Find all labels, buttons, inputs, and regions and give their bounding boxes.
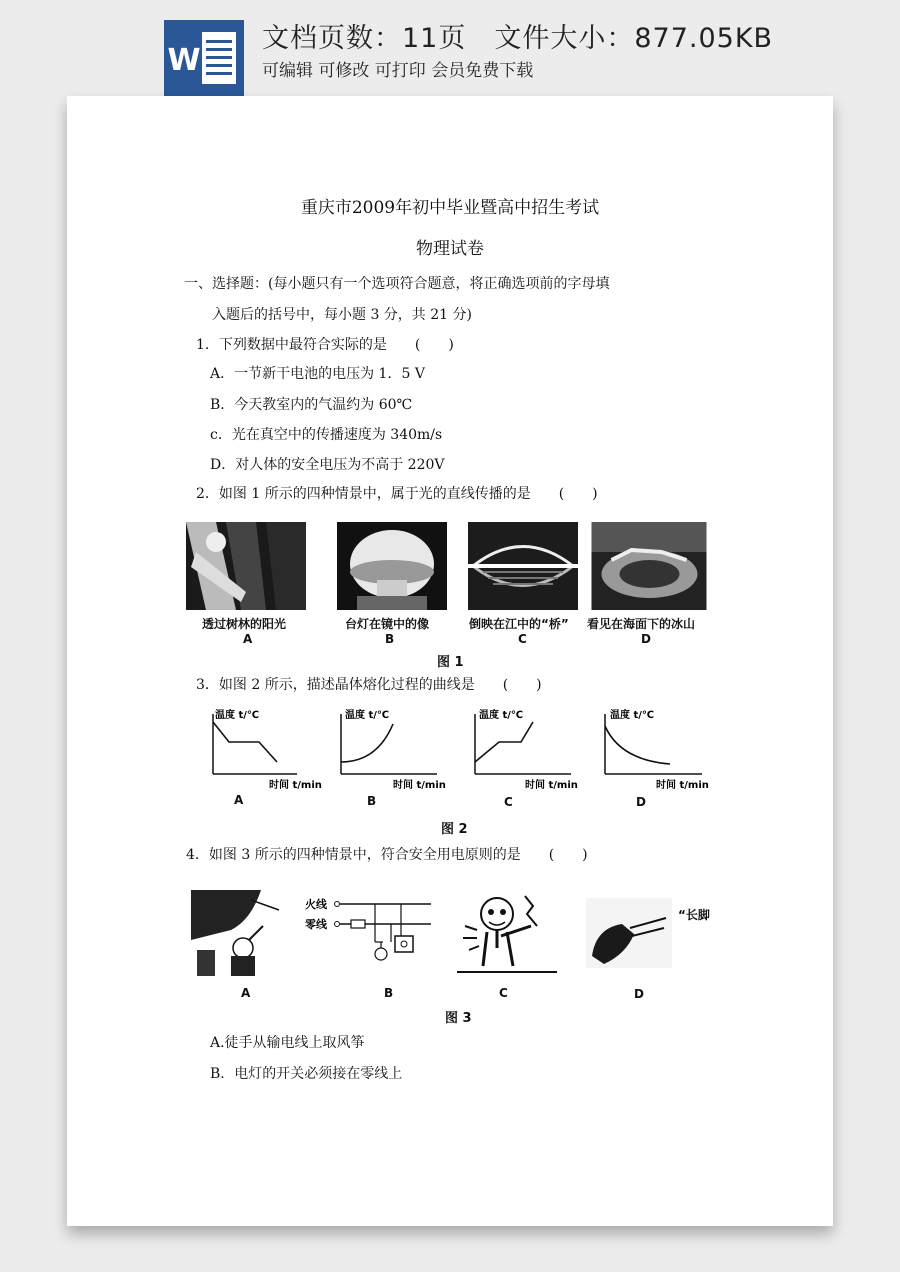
svg-text:温度 t/℃: 温度 t/℃ [610,710,655,721]
figure-3-label-b: B [384,986,394,1000]
question-1-option-b: B．今天教室内的气温约为 60℃ [210,397,413,413]
svg-text:时间 t/min: 时间 t/min [393,780,446,791]
iceberg-photo [589,522,709,610]
figure-3-title: 图 3 [445,1011,472,1026]
svg-text:零线: 零线 [305,918,327,931]
question-4-option-b: B．电灯的开关必须接在零线上 [210,1066,403,1082]
svg-text:W: W [167,43,201,78]
question-3-stem: 3．如图 2 所示，描述晶体熔化过程的曲线是 ( ) [196,677,542,693]
svg-text:时间 t/min: 时间 t/min [269,780,322,791]
word-document-icon [164,20,244,96]
graph-d [602,708,722,794]
question-1-stem: 1．下列数据中最符合实际的是 ( ) [196,337,454,353]
document-stats: 文档页数：11页 文件大小：877.05KB [262,23,774,54]
figure-1-caption-d: 看见在海面下的冰山 [587,617,696,631]
graph-a [207,708,327,794]
figure-2-title: 图 2 [441,822,468,837]
svg-text:时间 t/min: 时间 t/min [656,780,709,791]
figure-3-label-d: D [634,987,644,1001]
desk-lamp-mirror-photo [332,522,452,610]
long-pin-label: “长脚 [678,908,710,922]
document-page [67,96,833,1226]
question-2-stem: 2．如图 1 所示的四种情景中，属于光的直线传播的是 ( ) [196,486,598,502]
figure-1-label-b: B [385,632,395,646]
circuit-diagram [303,896,433,976]
question-4-stem: 4．如图 3 所示的四种情景中，符合安全用电原则的是 ( ) [186,847,588,863]
document-features: 可编辑 可修改 可打印 会员免费下载 [262,61,534,81]
download-banner [0,0,900,100]
figure-1-caption-b: 台灯在镜中的像 [345,617,430,631]
figure-2-label-a: A [234,793,244,807]
bridge-reflection-photo [463,522,583,610]
figure-1-caption-c: 倒映在江中的“桥” [469,617,569,631]
figure-3-label-c: C [499,986,508,1000]
question-1-option-d: D．对人体的安全电压为不高于 220V [210,457,445,473]
question-1-option-a: A．一节新干电池的电压为 1．5 V [210,366,425,382]
exam-title: 重庆市2009年初中毕业暨高中招生考试 [300,198,600,218]
graph-b [337,708,457,794]
graph-c [471,708,591,794]
figure-2-label-d: D [636,795,646,809]
question-4-option-a: A.徒手从输电线上取风筝 [210,1035,365,1051]
svg-text:温度 t/℃: 温度 t/℃ [215,710,260,721]
figure-1-label-c: C [518,632,527,646]
svg-text:温度 t/℃: 温度 t/℃ [345,710,390,721]
figure-1-caption-a: 透过树林的阳光 [202,617,287,631]
figure-1-label-d: D [641,632,651,646]
figure-2-label-c: C [504,795,513,809]
figure-1-title: 图 1 [437,655,464,670]
section-heading: 一、选择题：(每小题只有一个选项符合题意，将正确选项前的字母填 [184,276,610,292]
svg-text:火线: 火线 [305,898,327,911]
electrocuted-cartoon [457,886,557,978]
kite-power-line-illustration [191,890,283,976]
svg-text:时间 t/min: 时间 t/min [525,780,578,791]
three-pin-plug-photo [586,898,672,968]
forest-sunlight-photo [186,522,306,610]
exam-subject: 物理试卷 [416,239,484,259]
figure-2-label-b: B [367,794,377,808]
svg-text:温度 t/℃: 温度 t/℃ [479,710,524,721]
figure-1-label-a: A [243,632,253,646]
section-heading-cont: 入题后的括号中，每小题 3 分，共 21 分) [212,307,472,323]
question-1-option-c: c．光在真空中的传播速度为 340m/s [210,427,443,443]
figure-3-label-a: A [241,986,251,1000]
